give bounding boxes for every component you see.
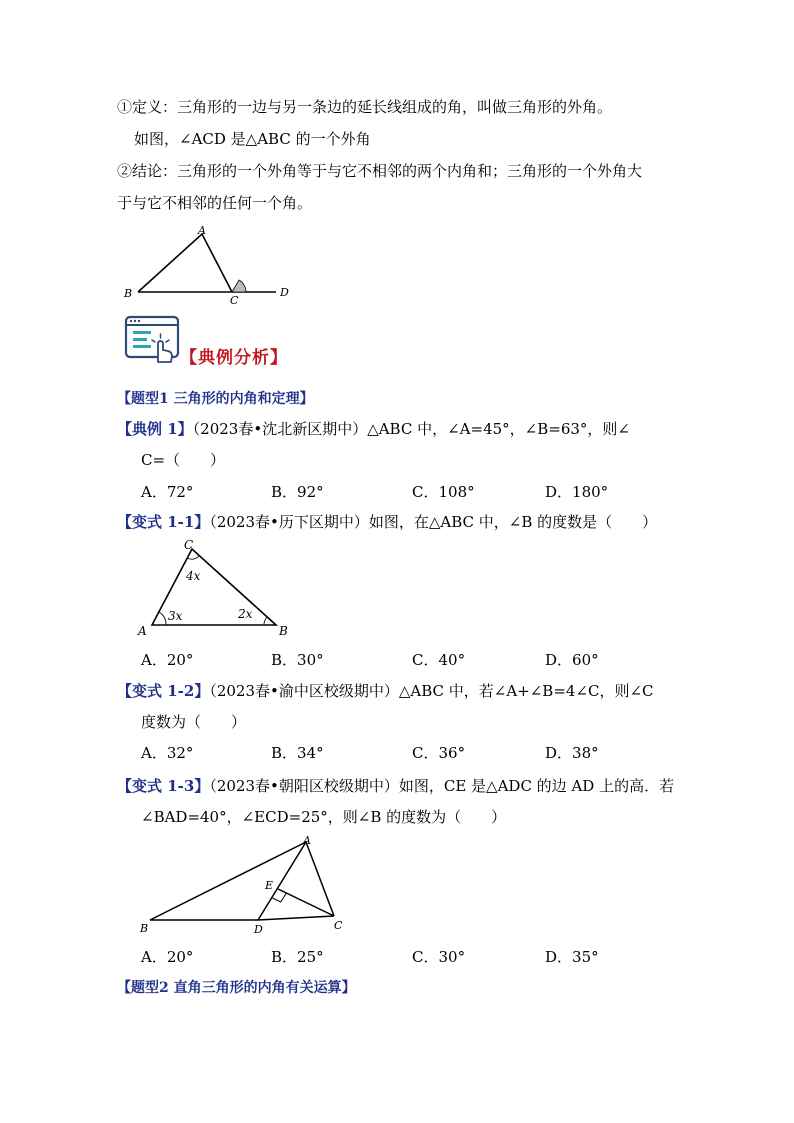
fig1-label-B: B bbox=[124, 287, 133, 300]
fig3-label-D: D bbox=[254, 923, 263, 936]
var12-option-b[interactable]: B．34° bbox=[271, 744, 324, 762]
var11-line-1 bbox=[117, 511, 657, 532]
ex1-option-b[interactable]: B．92° bbox=[271, 483, 324, 501]
ex1-option-d[interactable]: D．180° bbox=[545, 483, 609, 501]
var11-tag: 【变式 1-1】 bbox=[117, 513, 210, 531]
var13-option-c[interactable]: C．30° bbox=[412, 948, 466, 966]
triangle-angles-figure bbox=[134, 537, 304, 641]
var11-option-b[interactable]: B．30° bbox=[271, 651, 324, 669]
var12-option-d[interactable]: D．38° bbox=[545, 744, 599, 762]
ex1-line-2: C=（ ） bbox=[141, 451, 226, 469]
var12-option-a[interactable]: A．32° bbox=[141, 744, 194, 762]
exterior-angle-figure bbox=[118, 222, 298, 306]
intro-line-4: 于与它不相邻的任何一个角。 bbox=[117, 194, 313, 212]
var12-text: （2023春•渝中区校级期中）△ABC 中，若∠A+∠B=4∠C，则∠C bbox=[209, 682, 654, 700]
var13-text: （2023春•朝阳区校级期中）如图，CE 是△ADC 的边 AD 上的高．若 bbox=[209, 777, 675, 795]
fig2-label-B: B bbox=[279, 624, 288, 638]
var13-option-b[interactable]: B．25° bbox=[271, 948, 324, 966]
section-banner-title: 【典例分析】 bbox=[180, 348, 288, 368]
fig3-label-C: C bbox=[334, 919, 343, 932]
fig2-label-A: A bbox=[138, 624, 147, 638]
var13-tag: 【变式 1-3】 bbox=[117, 777, 210, 795]
type2-title: 【题型2 直角三角形的内角有关运算】 bbox=[117, 980, 356, 996]
fig2-label-C: C bbox=[184, 538, 194, 552]
exterior-angle-mark bbox=[232, 280, 246, 292]
intro-line-1: ①定义：三角形的一边与另一条边的延长线组成的角，叫做三角形的外角。 bbox=[117, 98, 613, 116]
fig3-label-B: B bbox=[140, 922, 149, 935]
fig2-angle-A: 3x bbox=[168, 609, 183, 623]
var12-option-c[interactable]: C．36° bbox=[412, 744, 466, 762]
var11-text: （2023春•历下区期中）如图，在△ABC 中，∠B 的度数是（ ） bbox=[209, 513, 658, 531]
fig3-label-A: A bbox=[303, 834, 311, 847]
var13-option-a[interactable]: A．20° bbox=[141, 948, 194, 966]
var13-option-d[interactable]: D．35° bbox=[545, 948, 599, 966]
var13-line-2: ∠BAD=40°，∠ECD=25°，则∠B 的度数为（ ） bbox=[141, 808, 507, 826]
var13-line-1 bbox=[117, 775, 674, 796]
type1-title: 【题型1 三角形的内角和定理】 bbox=[117, 391, 314, 407]
var12-tag: 【变式 1-2】 bbox=[117, 682, 210, 700]
ex1-option-c[interactable]: C．108° bbox=[412, 483, 475, 501]
intro-line-2: 如图，∠ACD 是△ABC 的一个外角 bbox=[134, 130, 371, 148]
var11-option-c[interactable]: C．40° bbox=[412, 651, 466, 669]
fig1-label-C: C bbox=[230, 294, 239, 306]
fig2-angle-B: 2x bbox=[238, 607, 253, 621]
var11-option-a[interactable]: A．20° bbox=[141, 651, 194, 669]
document-pointer-icon bbox=[124, 314, 182, 364]
var12-line-1 bbox=[117, 680, 654, 701]
fig2-angle-C: 4x bbox=[186, 569, 201, 583]
triangle-altitude-figure bbox=[134, 832, 354, 938]
intro-line-3: ②结论：三角形的一个外角等于与它不相邻的两个内角和；三角形的一个外角大 bbox=[117, 162, 643, 180]
ex1-text: （2023春•沈北新区期中）△ABC 中，∠A=45°，∠B=63°，则∠ bbox=[192, 420, 630, 438]
ex1-line-1 bbox=[117, 418, 630, 439]
var11-option-d[interactable]: D．60° bbox=[545, 651, 599, 669]
fig1-label-A: A bbox=[198, 224, 206, 237]
var12-line-2: 度数为（ ） bbox=[141, 713, 247, 731]
fig1-label-D: D bbox=[280, 286, 289, 299]
ex1-tag: 【典例 1】 bbox=[117, 420, 193, 438]
fig3-label-E: E bbox=[265, 879, 274, 892]
ex1-option-a[interactable]: A．72° bbox=[141, 483, 194, 501]
